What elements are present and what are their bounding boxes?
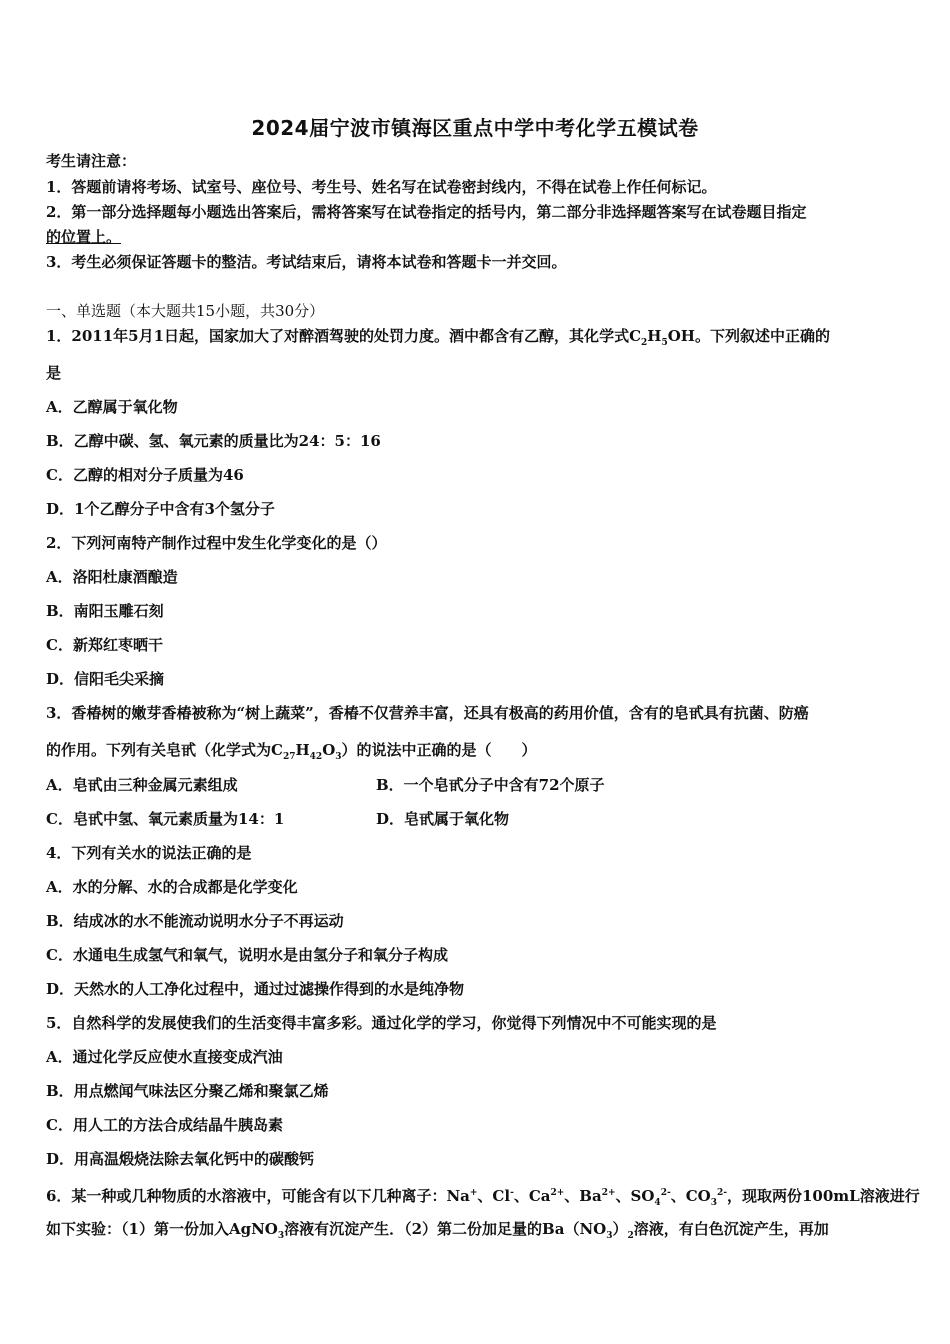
page-title: 2024届宁波市镇海区重点中学中考化学五模试卷 xyxy=(251,116,699,140)
notice-item-2-cont: 的位置上。 xyxy=(46,228,122,246)
q2-option-c: C．新郑红枣晒干 xyxy=(46,636,163,654)
notice-item-3: 3．考生必须保证答题卡的整洁。考试结束后，请将本试卷和答题卡一并交回。 xyxy=(46,253,567,271)
q1-option-d: D．1个乙醇分子中含有3个氢分子 xyxy=(46,500,275,518)
q2-option-a: A．洛阳杜康酒酿造 xyxy=(46,568,178,586)
section-heading: 一、单选题（本大题共15小题，共30分） xyxy=(46,302,325,320)
q1-option-a: A．乙醇属于氧化物 xyxy=(46,398,178,416)
q2-stem: 2．下列河南特产制作过程中发生化学变化的是（） xyxy=(46,534,387,552)
q3-stem-cont: 的作用。下列有关皂甙（化学式为$C_{27}H_{42}O_3$）的说法中正确的是（ ） xyxy=(46,741,537,762)
q3-option-c: C．皂甙中氢、氧元素质量为14：1 xyxy=(46,810,285,828)
q3-option-d: D．皂甙属于氧化物 xyxy=(376,810,510,828)
notice-item-2: 2．第一部分选择题每小题选出答案后，需将答案写在试卷指定的括号内，第二部分非选择题答案写在试卷题目指定 xyxy=(46,203,807,221)
q3-option-b: B．一个皂甙分子中含有72个原子 xyxy=(376,776,605,794)
q1-stem: 1．2011年5月1日起，国家加大了对醉酒驾驶的处罚力度。酒中都含有乙醇，其化学式$C_2H_5OH$。下列叙述中正确的 xyxy=(46,327,830,348)
q1-option-c: C．乙醇的相对分子质量为46 xyxy=(46,466,244,484)
q5-option-c: C．用人工的方法合成结晶牛胰岛素 xyxy=(46,1116,283,1134)
q6-stem: 6．某一种或几种物质的水溶液中，可能含有以下几种离子：Na+、Cl-、$Ca^{2+}$、$Ba^{2+}$、$SO_4^{2-}$、$CO_3^{2-}$，现取两份100mL溶液进行 xyxy=(46,1187,920,1208)
notice-item-1: 1．答题前请将考场、试室号、座位号、考生号、姓名写在试卷密封线内，不得在试卷上作任何标记。 xyxy=(46,178,717,196)
q1-option-b: B．乙醇中碳、氢、氧元素的质量比为24：5：16 xyxy=(46,432,381,450)
q5-option-b: B．用点燃闻气味法区分聚乙烯和聚氯乙烯 xyxy=(46,1082,329,1100)
notice-heading: 考生请注意： xyxy=(46,152,137,170)
q4-option-c: C．水通电生成氢气和氧气，说明水是由氢分子和氧分子构成 xyxy=(46,946,448,964)
q5-stem: 5．自然科学的发展使我们的生活变得丰富多彩。通过化学的学习，你觉得下列情况中不可能实现的是 xyxy=(46,1014,717,1032)
q4-stem: 4．下列有关水的说法正确的是 xyxy=(46,844,252,862)
q4-option-d: D．天然水的人工净化过程中，通过过滤操作得到的水是纯净物 xyxy=(46,980,465,998)
q3-option-a: A．皂甙由三种金属元素组成 xyxy=(46,776,238,794)
q3-stem: 3．香椿树的嫩芽香椿被称为“树上蔬菜”，香椿不仅营养丰富，还具有极高的药用价值，含有的皂甙具有抗菌、防癌 xyxy=(46,704,809,722)
q2-option-d: D．信阳毛尖采摘 xyxy=(46,670,165,688)
q1-stem-cont: 是 xyxy=(46,364,62,382)
q6-stem-cont: 如下实验：（1）第一份加入AgNO$_3$溶液有沉淀产生．（2）第二份加足量的$Ba(NO_3)_2$溶液，有白色沉淀产生，再加 xyxy=(46,1220,829,1241)
q4-option-a: A．水的分解、水的合成都是化学变化 xyxy=(46,878,298,896)
q5-option-a: A．通过化学反应使水直接变成汽油 xyxy=(46,1048,283,1066)
q5-option-d: D．用高温煅烧法除去氧化钙中的碳酸钙 xyxy=(46,1150,315,1168)
q4-option-b: B．结成冰的水不能流动说明水分子不再运动 xyxy=(46,912,344,930)
q2-option-b: B．南阳玉雕石刻 xyxy=(46,602,164,620)
